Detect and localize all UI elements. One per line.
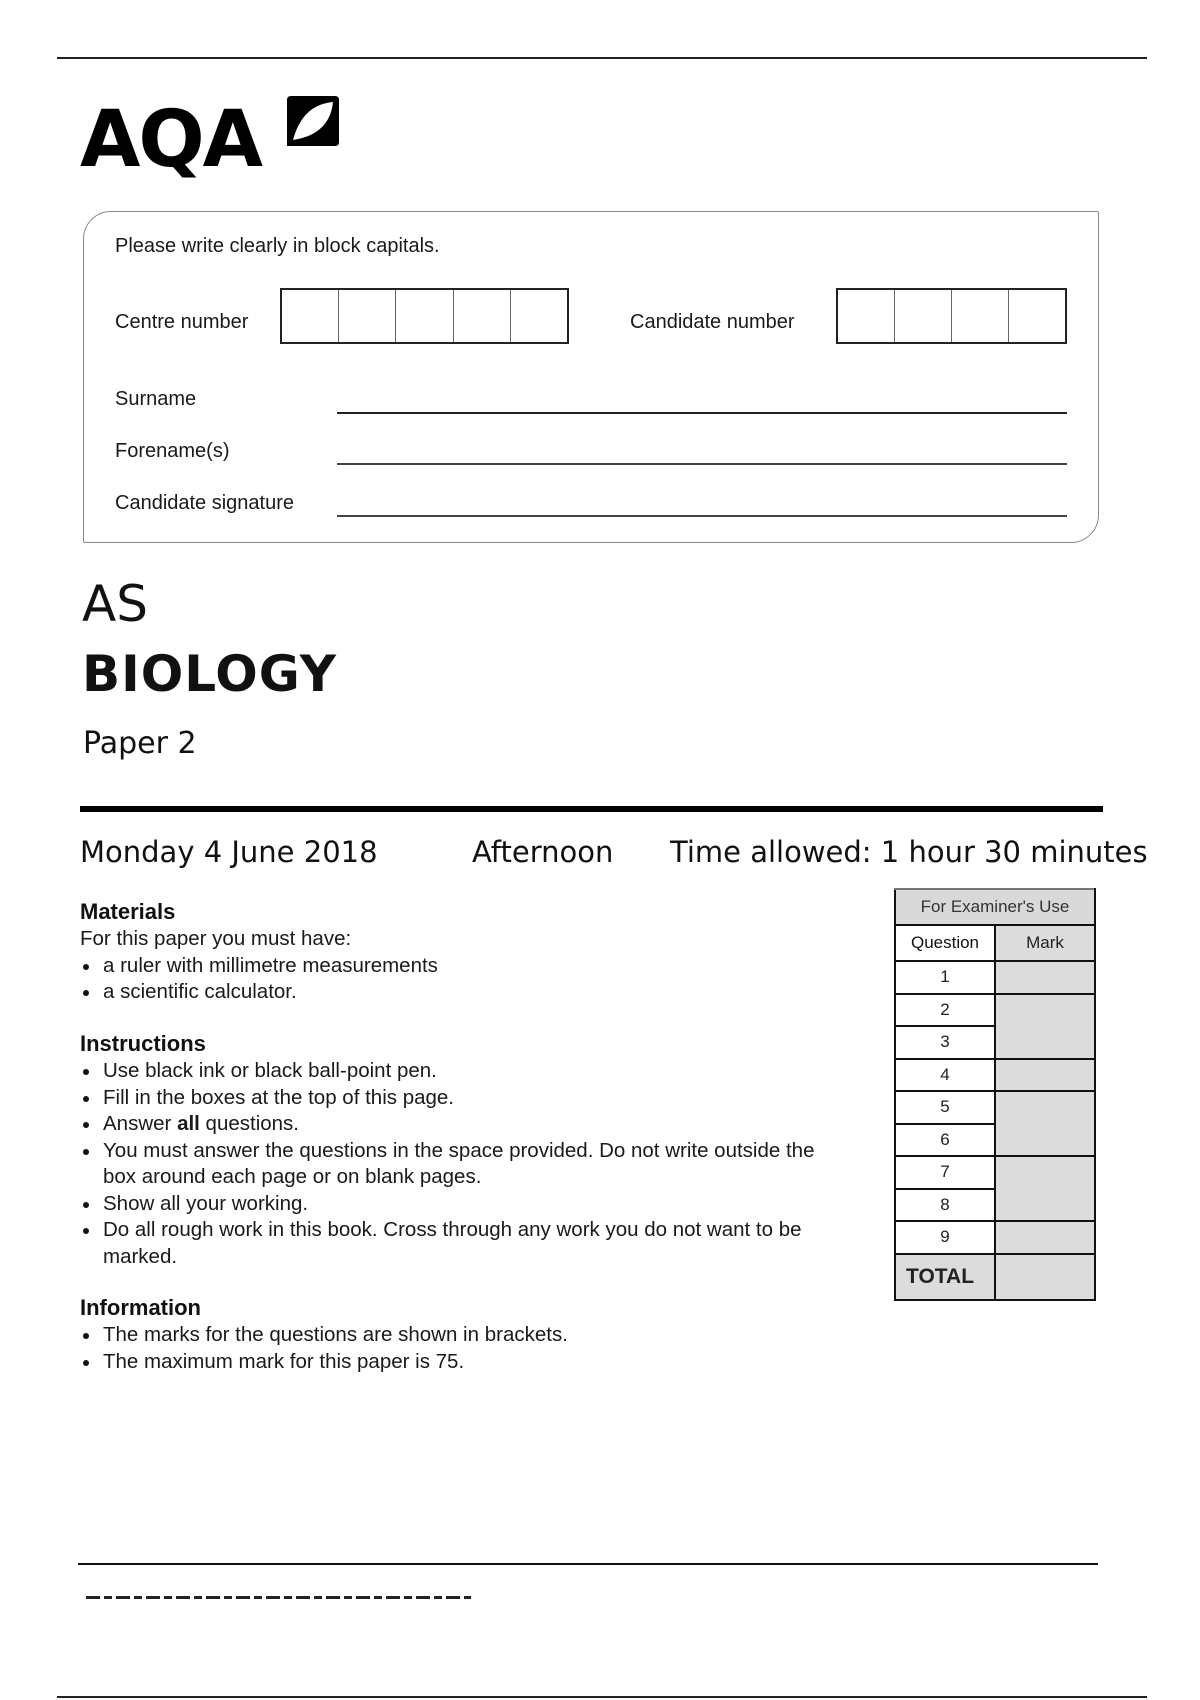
table-row — [895, 1156, 1095, 1189]
mark-cell-q2-3[interactable] — [995, 994, 1095, 1059]
table-row — [895, 961, 1095, 994]
forenames-field[interactable] — [337, 463, 1067, 465]
surname-label: Surname — [115, 388, 197, 410]
information-section — [80, 1294, 840, 1375]
mark-cell-q4[interactable] — [995, 1059, 1095, 1092]
list-item: The marks for the questions are shown in brackets. — [80, 1322, 840, 1349]
leaf-icon — [285, 92, 341, 148]
centre-number-label: Centre number — [115, 311, 249, 333]
signature-field[interactable] — [337, 515, 1067, 517]
table-row — [895, 1059, 1095, 1092]
centre-number-digit-5[interactable] — [510, 290, 567, 342]
logo-text: AQA — [80, 95, 262, 185]
question-number: 9 — [895, 1221, 995, 1254]
list-item: The maximum mark for this paper is 75. — [80, 1349, 840, 1376]
aqa-logo — [80, 88, 350, 188]
mark-cell-q7-8[interactable] — [995, 1156, 1095, 1221]
mark-cell-q9[interactable] — [995, 1221, 1095, 1254]
materials-section — [80, 898, 840, 1006]
candidate-number-digit-3[interactable] — [951, 290, 1008, 342]
materials-heading: Materials — [80, 899, 176, 924]
mark-column-header: Mark — [995, 925, 1095, 961]
examiner-use-table — [894, 888, 1096, 1301]
question-column-header: Question — [895, 925, 995, 961]
list-item: a scientific calculator. — [80, 979, 840, 1006]
instructions-section — [80, 1030, 840, 1270]
instructions-list — [80, 1058, 840, 1270]
candidate-number-label: Candidate number — [630, 311, 795, 333]
information-list — [80, 1322, 840, 1375]
candidate-number-digit-4[interactable] — [1008, 290, 1065, 342]
table-row — [895, 1091, 1095, 1124]
centre-number-digit-2[interactable] — [338, 290, 395, 342]
question-number: 5 — [895, 1091, 995, 1124]
qualification-level: AS — [82, 575, 148, 633]
list-item: Fill in the boxes at the top of this page. — [80, 1085, 840, 1112]
paper-number: Paper 2 — [83, 726, 197, 761]
surname-field[interactable] — [337, 412, 1067, 414]
forenames-label: Forename(s) — [115, 440, 230, 462]
exam-date: Monday 4 June 2018 — [80, 835, 378, 869]
information-heading: Information — [80, 1295, 201, 1320]
list-item: Do all rough work in this book. Cross through any work you do not want to be marked. — [80, 1217, 840, 1270]
question-number: 6 — [895, 1124, 995, 1157]
table-row — [895, 1221, 1095, 1254]
instructions-heading: Instructions — [80, 1031, 206, 1056]
table-row — [895, 994, 1095, 1027]
top-rule — [57, 57, 1147, 59]
candidate-number-digit-1[interactable] — [838, 290, 894, 342]
total-mark-cell[interactable] — [995, 1254, 1095, 1300]
question-number: 8 — [895, 1189, 995, 1222]
exam-session: Afternoon — [472, 835, 614, 869]
table-row — [895, 1254, 1095, 1300]
candidate-number-digit-2[interactable] — [894, 290, 951, 342]
footer-barcode-strip — [86, 1596, 471, 1599]
bottom-rule — [57, 1696, 1147, 1698]
centre-number-digit-4[interactable] — [453, 290, 510, 342]
mark-cell-q5-6[interactable] — [995, 1091, 1095, 1156]
time-allowed: Time allowed: 1 hour 30 minutes — [670, 835, 1148, 869]
mark-cell-q1[interactable] — [995, 961, 1095, 994]
title-divider — [80, 806, 1103, 812]
question-number: 4 — [895, 1059, 995, 1092]
question-number: 7 — [895, 1156, 995, 1189]
signature-label: Candidate signature — [115, 492, 295, 514]
list-item: Use black ink or black ball-point pen. — [80, 1058, 840, 1085]
question-number: 3 — [895, 1026, 995, 1059]
subject-title: BIOLOGY — [82, 645, 337, 703]
list-item: a ruler with millimetre measurements — [80, 953, 840, 980]
emphasis-all: all — [177, 1112, 200, 1135]
total-label: TOTAL — [895, 1254, 995, 1300]
centre-number-digit-1[interactable] — [282, 290, 338, 342]
list-item: Answer all questions. — [80, 1111, 840, 1138]
question-number: 1 — [895, 961, 995, 994]
form-instruction: Please write clearly in block capitals. — [115, 235, 440, 257]
list-item: Show all your working. — [80, 1191, 840, 1218]
question-number: 2 — [895, 994, 995, 1027]
list-item: You must answer the questions in the space provided. Do not write outside the box around each page or on blank pages. — [80, 1138, 840, 1191]
footer-rule — [78, 1563, 1098, 1565]
candidate-number-input[interactable] — [836, 288, 1067, 344]
centre-number-input[interactable] — [280, 288, 569, 344]
examiner-table-title: For Examiner's Use — [895, 889, 1095, 925]
materials-list — [80, 953, 840, 1006]
materials-intro: For this paper you must have: — [80, 927, 352, 950]
centre-number-digit-3[interactable] — [395, 290, 452, 342]
